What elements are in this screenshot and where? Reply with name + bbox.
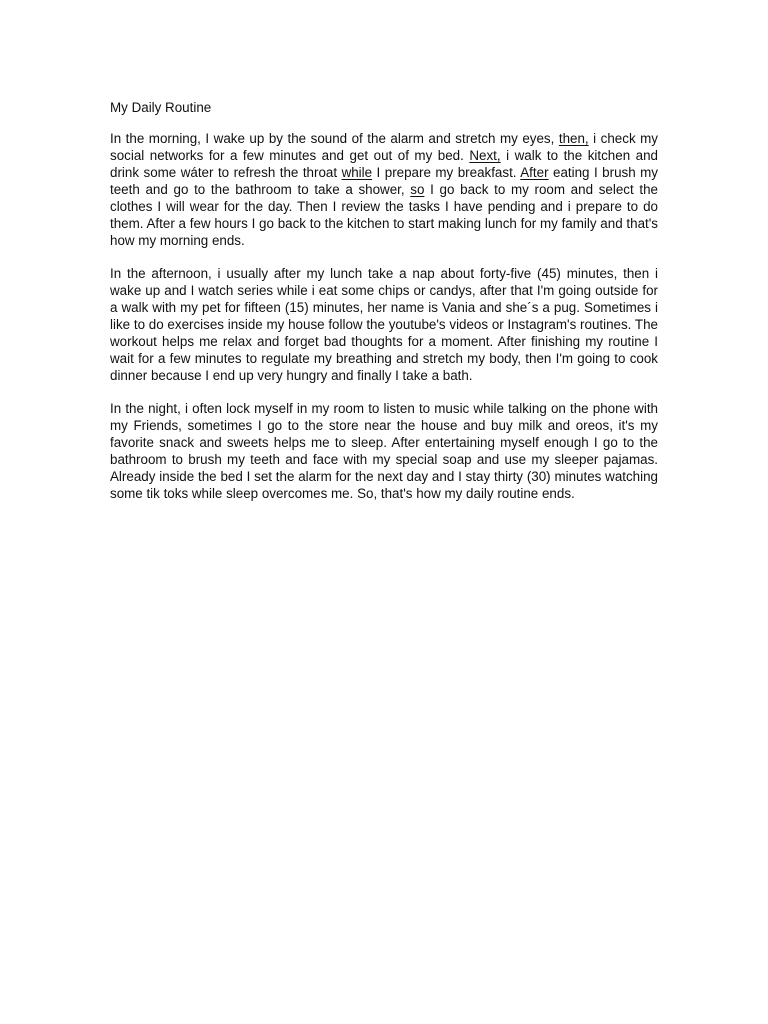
paragraph-afternoon: In the afternoon, i usually after my lunch take a nap about forty-five (45) minutes, then i wake up and I watch series while i eat some chips or candys, after that I'm going outside for a walk with my pet for fifteen (15) minutes, her name is Vania and she´s a pug. Sometimes i like to do exercises inside my house follow the youtube's videos or Instagram's routines. The workout helps me relax and forget bad thoughts for a moment. After finishing my routine I wait for a few minutes to regulate my breathing and stretch my body, then I'm going to cook dinner because I end up very hungry and finally I take a bath. <box>110 266 658 383</box>
underlined-word: while <box>341 165 373 180</box>
paragraph-segment: In the morning, I wake up by the sound of the alarm and stretch my eyes, <box>110 131 559 146</box>
underlined-word: After <box>520 165 549 180</box>
paragraph-segment: I prepare my breakfast. <box>372 165 521 180</box>
underlined-word: so <box>410 182 425 197</box>
paragraph-segment: i walk to the kitchen and drink some wáter to refresh the throat <box>110 148 658 180</box>
paragraph-night: In the night, i often lock myself in my room to listen to music while talking on the phone with my Friends, sometimes I go to the store near the house and buy milk and oreos, it's my favorite snack and sweets helps me to sleep. After entertaining myself enough I go to the bathroom to brush my teeth and face with my special soap and use my sleeper pajamas. Already inside the bed I set the alarm for the next day and I stay thirty (30) minutes watching some tik toks while sleep overcomes me. So, that's how my daily routine ends. <box>110 401 658 501</box>
document-page <box>110 99 658 518</box>
paragraph-segment: eating I brush my teeth and go to the bathroom to take a shower, <box>110 165 658 197</box>
paragraph-segment: I go back to my room and select the clothes I will wear for the day. Then I review the tasks I have pending and i prepare to do them. After a few hours I go back to the kitchen to start making lunch for my family and that's how my morning ends. <box>110 182 658 248</box>
document-title: My Daily Routine <box>110 100 212 115</box>
paragraph-segment: i check my social networks for a few minutes and get out of my bed. <box>110 131 659 163</box>
paragraph-morning <box>110 130 658 249</box>
underlined-word: Next, <box>469 148 501 163</box>
underlined-word: then, <box>558 131 589 146</box>
